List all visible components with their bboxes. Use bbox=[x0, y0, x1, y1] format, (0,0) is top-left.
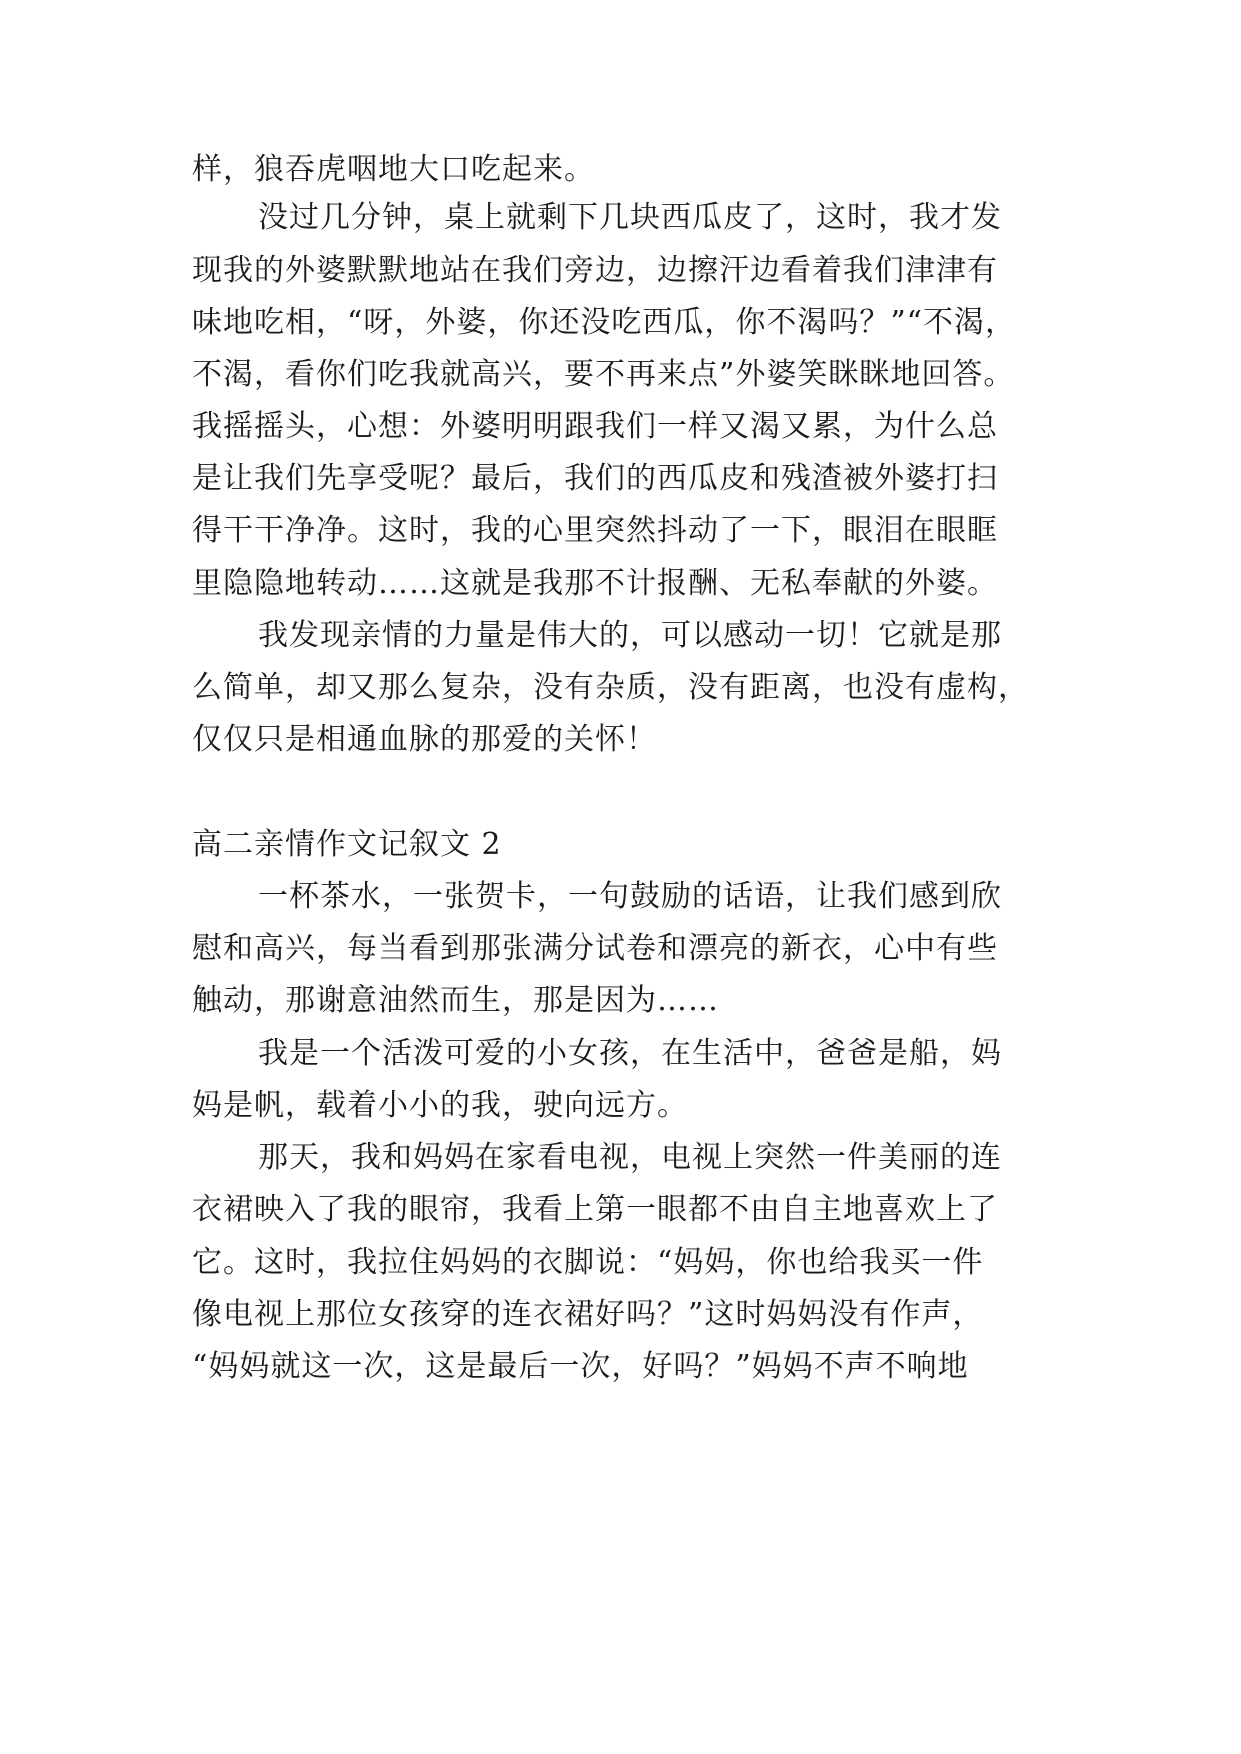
paragraph-line: “妈妈就这一次，这是最后一次，好吗？”妈妈不声不响地 bbox=[192, 1349, 969, 1384]
paragraph-line: 现我的外婆默默地站在我们旁边，边擦汗边看着我们津津有 bbox=[192, 253, 998, 288]
paragraph-line: 触动，那谢意油然而生，那是因为…… bbox=[192, 983, 719, 1018]
paragraph-line: 仅仅只是相通血脉的那爱的关怀！ bbox=[192, 722, 657, 757]
paragraph-line: 得干干净净。这时，我的心里突然抖动了一下，眼泪在眼眶 bbox=[192, 513, 998, 548]
paragraph-line: 那天，我和妈妈在家看电视，电视上突然一件美丽的连 bbox=[258, 1140, 1002, 1175]
paragraph-line: 味地吃相，“呀，外婆，你还没吃西瓜，你不渴吗？”“不渴， bbox=[192, 305, 1017, 340]
paragraph-line: 它。这时，我拉住妈妈的衣脚说：“妈妈，你也给我买一件 bbox=[192, 1245, 984, 1280]
paragraph-line: 我发现亲情的力量是伟大的，可以感动一切！它就是那 bbox=[258, 618, 1002, 653]
paragraph-line: 是让我们先享受呢？最后，我们的西瓜皮和残渣被外婆打扫 bbox=[192, 461, 998, 496]
paragraph-line: 我是一个活泼可爱的小女孩，在生活中，爸爸是船，妈 bbox=[258, 1036, 1002, 1071]
paragraph-line: 么简单，却又那么复杂，没有杂质，没有距离，也没有虚构， bbox=[192, 670, 1029, 705]
paragraph-line: 里隐隐地转动……这就是我那不计报酬、无私奉献的外婆。 bbox=[192, 566, 998, 601]
paragraph-line: 一杯茶水，一张贺卡，一句鼓励的话语，让我们感到欣 bbox=[258, 879, 1002, 914]
paragraph-line: 慰和高兴，每当看到那张满分试卷和漂亮的新衣，心中有些 bbox=[192, 931, 998, 966]
paragraph-line: 我摇摇头，心想：外婆明明跟我们一样又渴又累，为什么总 bbox=[192, 409, 998, 444]
paragraph-line: 妈是帆，载着小小的我，驶向远方。 bbox=[192, 1088, 688, 1123]
paragraph-line: 不渴，看你们吃我就高兴，要不再来点”外婆笑眯眯地回答。 bbox=[192, 357, 1015, 392]
paragraph-line: 样，狼吞虎咽地大口吃起来。 bbox=[192, 152, 595, 187]
paragraph-line: 像电视上那位女孩穿的连衣裙好吗？”这时妈妈没有作声， bbox=[192, 1297, 984, 1332]
paragraph-line: 没过几分钟，桌上就剩下几块西瓜皮了，这时，我才发 bbox=[258, 200, 1002, 235]
paragraph-line: 衣裙映入了我的眼帘，我看上第一眼都不由自主地喜欢上了 bbox=[192, 1192, 998, 1227]
section-heading: 高二亲情作文记叙文 2 bbox=[192, 827, 502, 862]
